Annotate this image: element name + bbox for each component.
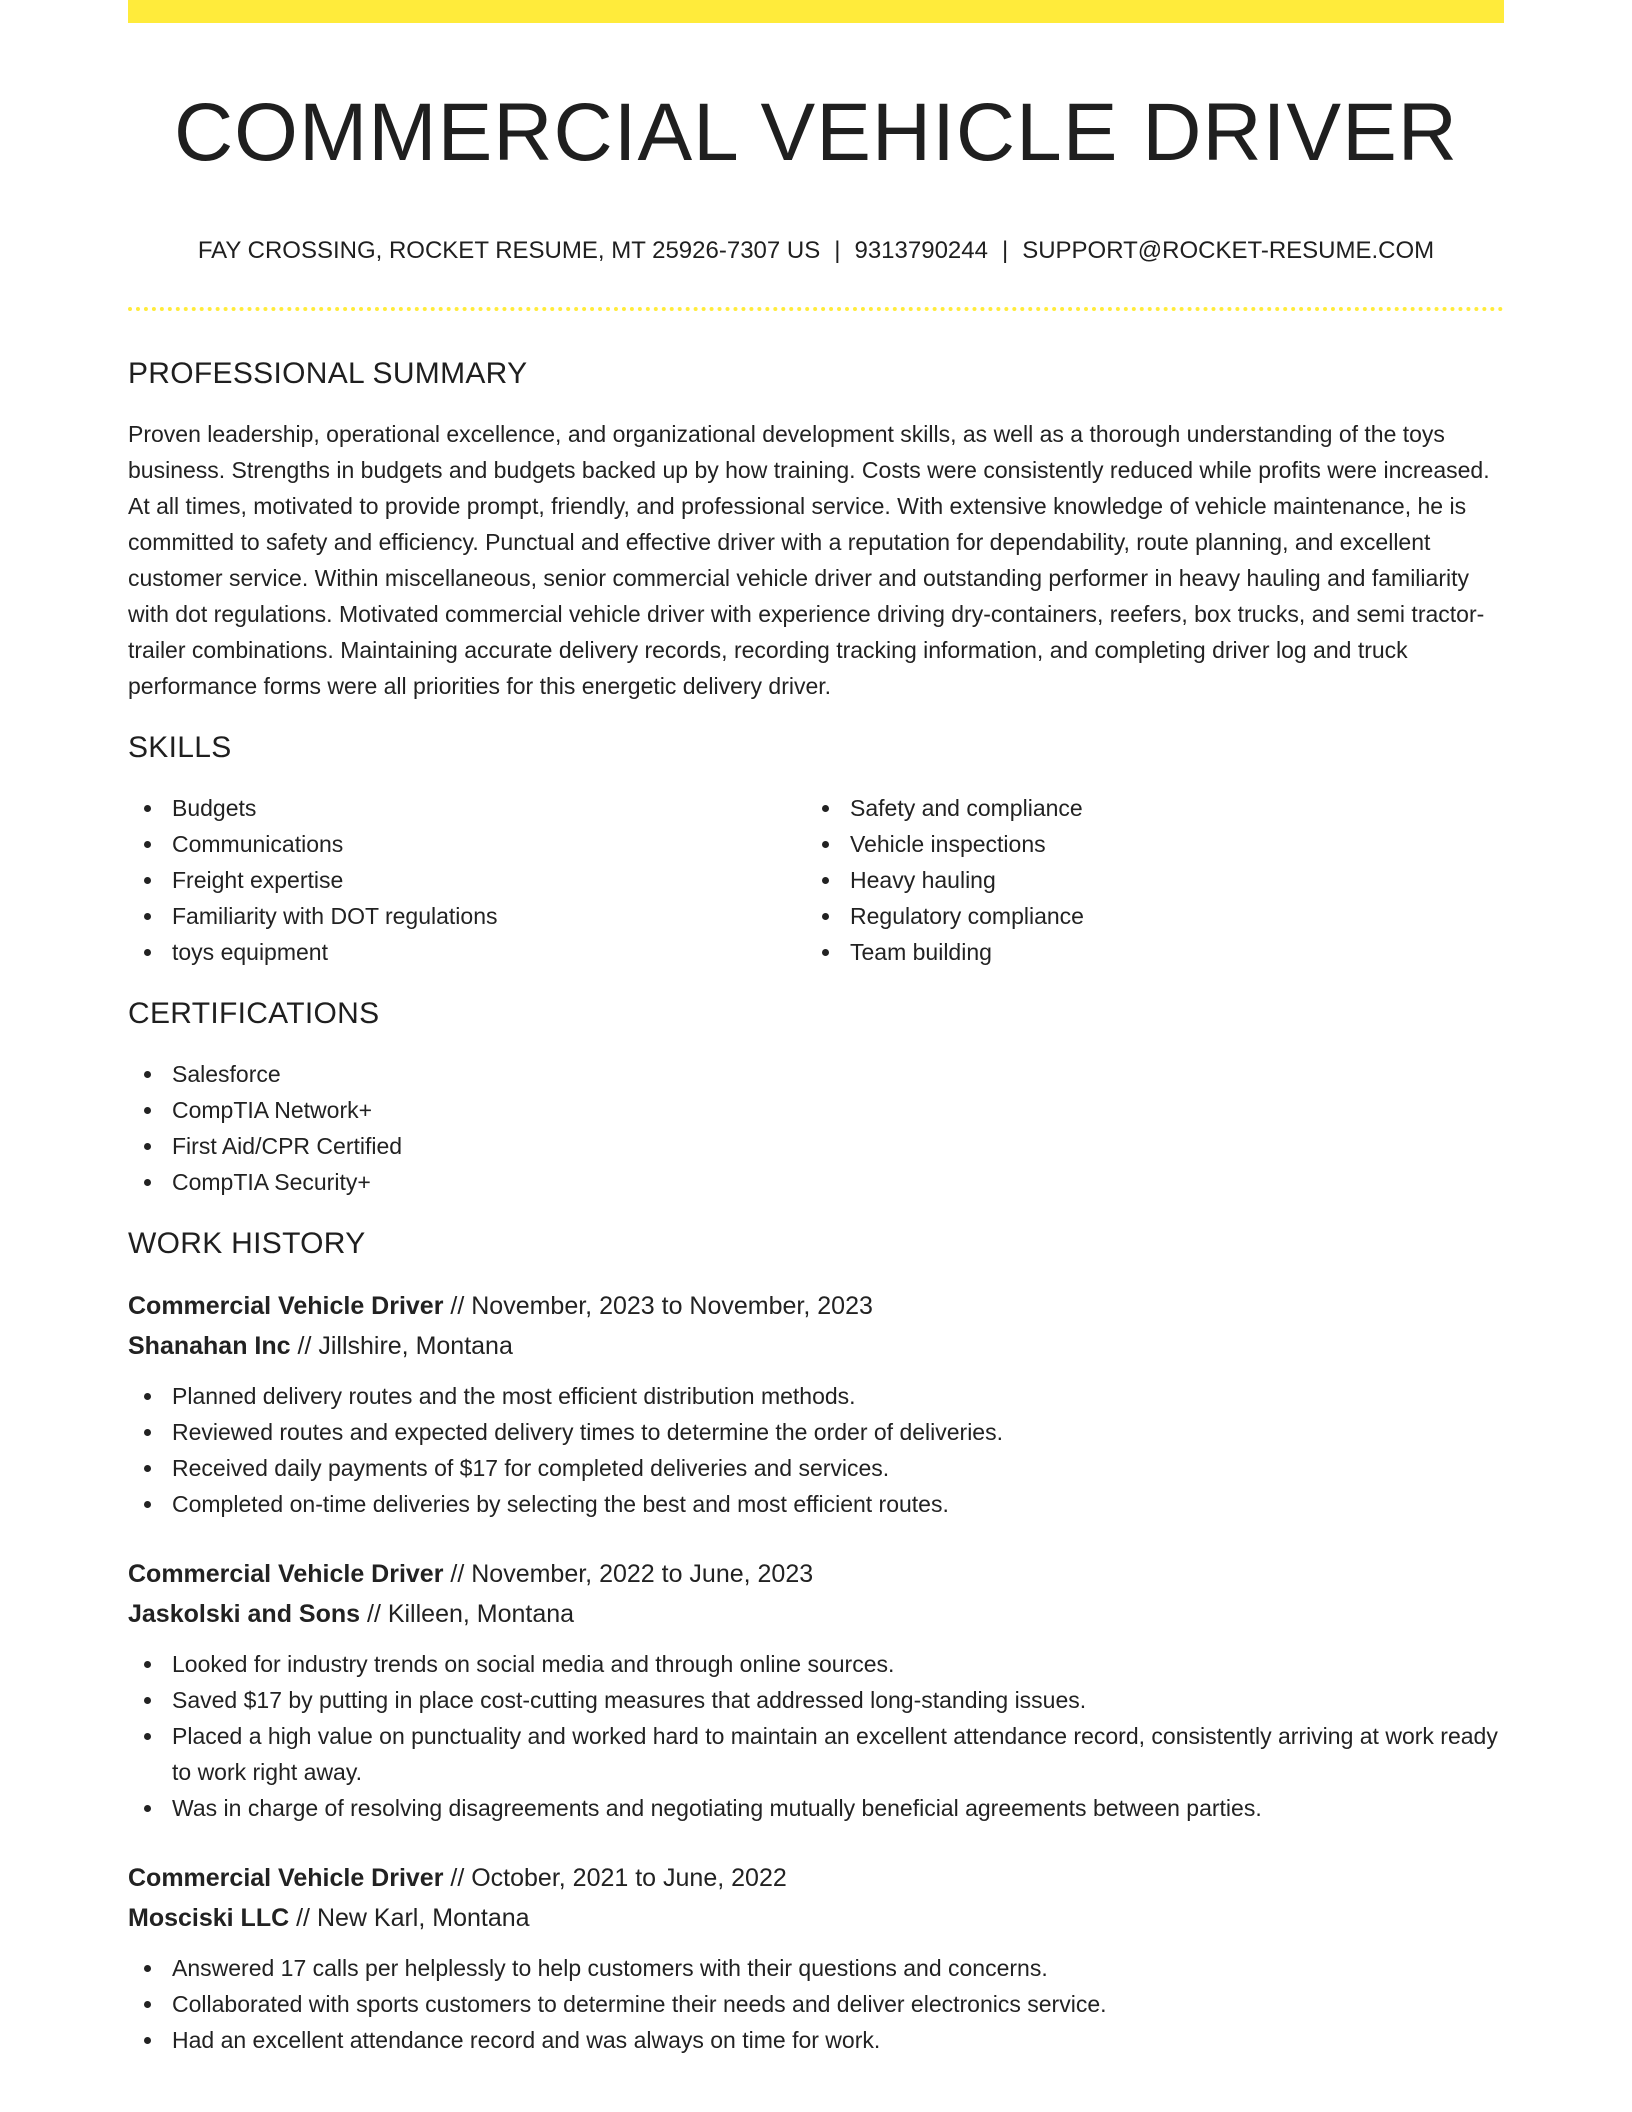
skill-item [806,898,1484,934]
job-duty [128,1378,1504,1414]
job-role: Commercial Vehicle Driver [128,1292,444,1320]
bullet-icon [144,841,151,848]
bullet-icon [144,913,151,920]
skill-label: toys equipment [172,939,328,965]
bullet-icon [144,2037,151,2044]
job-duty-text: Completed on-time deliveries by selecting the best and most efficient routes. [172,1491,949,1517]
job-duty [128,1646,1504,1682]
contact-separator: | [834,237,841,264]
certification-label: First Aid/CPR Certified [172,1133,403,1159]
skill-item [128,790,806,826]
job-duty [128,1718,1504,1790]
certifications-list [128,1056,1504,1200]
bullet-icon [144,1661,151,1668]
bullet-icon [144,1071,151,1078]
job-duty-text: Placed a high value on punctuality and worked hard to maintain an excellent attendance record, consistently arriving at work ready to work right away. [172,1723,1498,1785]
certification-item [128,1056,1504,1092]
skill-label: Budgets [172,795,257,821]
skill-label: Team building [850,939,992,965]
bullet-icon [144,1393,151,1400]
job-duty [128,2022,1504,2058]
bullet-icon [144,1501,151,1508]
job-role-line [128,1858,1504,1898]
job-duty [128,1986,1504,2022]
job-duty-text: Had an excellent attendance record and was always on time for work. [172,2027,881,2053]
job-entry [128,1858,1504,2058]
job-role-line [128,1554,1504,1594]
bullet-icon [144,1107,151,1114]
job-duty-text: Reviewed routes and expected delivery times to determine the order of deliveries. [172,1419,1003,1445]
job-duty [128,1950,1504,1986]
skill-label: Communications [172,831,344,857]
bullet-icon [822,877,829,884]
bullet-icon [144,1733,151,1740]
bullet-icon [144,1697,151,1704]
bullet-icon [822,913,829,920]
resume-name: COMMERCIAL VEHICLE DRIVER [173,87,1459,178]
top-accent-bar [128,0,1504,23]
job-duties [128,1646,1504,1826]
job-duty [128,1682,1504,1718]
skill-label: Freight expertise [172,867,344,893]
job-duty [128,1450,1504,1486]
job-duty-text: Was in charge of resolving disagreements and negotiating mutually beneficial agreements between parties. [172,1795,1262,1821]
job-role: Commercial Vehicle Driver [128,1864,444,1892]
skill-item [806,826,1484,862]
skill-item [128,934,806,970]
skill-item [128,826,806,862]
skill-label: Familiarity with DOT regulations [172,903,498,929]
bullet-icon [144,1805,151,1812]
job-location: // New Karl, Montana [289,1904,530,1932]
job-duty-text: Planned delivery routes and the most efficient distribution methods. [172,1383,856,1409]
job-company: Jaskolski and Sons [128,1600,361,1628]
skill-item [806,790,1484,826]
contact-phone: 9313790244 [854,237,988,264]
skill-label: Regulatory compliance [850,903,1084,929]
job-duty [128,1486,1504,1522]
certification-label: CompTIA Security+ [172,1169,371,1195]
skill-label: Safety and compliance [850,795,1083,821]
skills-heading: SKILLS [128,731,232,764]
certification-item [128,1092,1504,1128]
contact-email: SUPPORT@ROCKET-RESUME.COM [1022,237,1435,264]
job-dates: // October, 2021 to June, 2022 [443,1864,787,1892]
job-duty-text: Saved $17 by putting in place cost-cutting measures that addressed long-standing issues. [172,1687,1087,1713]
header-divider [128,307,1504,311]
bullet-icon [144,1465,151,1472]
job-duty-text: Received daily payments of $17 for completed deliveries and services. [172,1455,890,1481]
job-role: Commercial Vehicle Driver [128,1560,444,1588]
bullet-icon [144,1429,151,1436]
job-location: // Killeen, Montana [360,1600,575,1628]
job-company-line [128,1326,1504,1366]
job-role-line [128,1286,1504,1326]
job-company: Mosciski LLC [128,1904,290,1932]
job-duty-text: Looked for industry trends on social media and through online sources. [172,1651,895,1677]
bullet-icon [822,841,829,848]
skill-label: Heavy hauling [850,867,996,893]
skills-list-right [806,790,1484,970]
bullet-icon [144,1965,151,1972]
bullet-icon [144,805,151,812]
bullet-icon [144,1143,151,1150]
job-duties [128,1378,1504,1522]
certification-item [128,1164,1504,1200]
bullet-icon [144,1179,151,1186]
job-entry [128,1554,1504,1826]
skill-item [128,898,806,934]
job-location: // Jillshire, Montana [290,1332,513,1360]
job-company: Shanahan Inc [128,1332,291,1360]
job-entry [128,1286,1504,1522]
job-duty-text: Collaborated with sports customers to determine their needs and deliver electronics service. [172,1991,1107,2017]
summary-text: Proven leadership, operational excellence, and organizational development skills, as well as a thorough understanding of the toys business. Strengths in budgets and budgets backed up by how training. Costs were consistently reduced while profits were increased. At all times, motivated to provide prompt, friendly, and professional service. With extensive knowledge of vehicle maintenance, he is committed to safety and efficiency. Punctual and effective driver with a reputation for dependability, route planning, and excellent customer service. Within miscellaneous, senior commercial vehicle driver and outstanding performer in heavy hauling and familiarity with dot regulations. Motivated commercial vehicle driver with experience driving dry-containers, reefers, box trucks, and semi tractor-trailer combinations. Maintaining accurate delivery records, recording tracking information, and completing driver log and truck performance forms were all priorities for this energetic delivery driver. [128,421,1490,699]
skills-grid [128,790,1504,970]
resume-page [128,0,1504,2058]
job-duties [128,1950,1504,2058]
skill-item [128,862,806,898]
bullet-icon [822,949,829,956]
work-history-heading: WORK HISTORY [128,1227,366,1260]
bullet-icon [822,805,829,812]
certifications-heading: CERTIFICATIONS [128,997,380,1030]
skill-item [806,934,1484,970]
skill-item [806,862,1484,898]
skills-list-left [128,790,806,970]
job-duty-text: Answered 17 calls per helplessly to help customers with their questions and concerns. [172,1955,1048,1981]
job-company-line [128,1898,1504,1938]
bullet-icon [144,949,151,956]
job-duty [128,1790,1504,1826]
certification-item [128,1128,1504,1164]
skill-label: Vehicle inspections [850,831,1046,857]
job-dates: // November, 2023 to November, 2023 [443,1292,873,1320]
certification-label: Salesforce [172,1061,281,1087]
summary-heading: PROFESSIONAL SUMMARY [128,357,528,390]
contact-separator: | [1001,237,1009,264]
bullet-icon [144,877,151,884]
contact-line [128,235,1504,267]
job-dates: // November, 2022 to June, 2023 [443,1560,814,1588]
job-company-line [128,1594,1504,1634]
certification-label: CompTIA Network+ [172,1097,373,1123]
contact-address: FAY CROSSING, ROCKET RESUME, MT 25926-7307 US [197,237,821,264]
bullet-icon [144,2001,151,2008]
job-duty [128,1414,1504,1450]
